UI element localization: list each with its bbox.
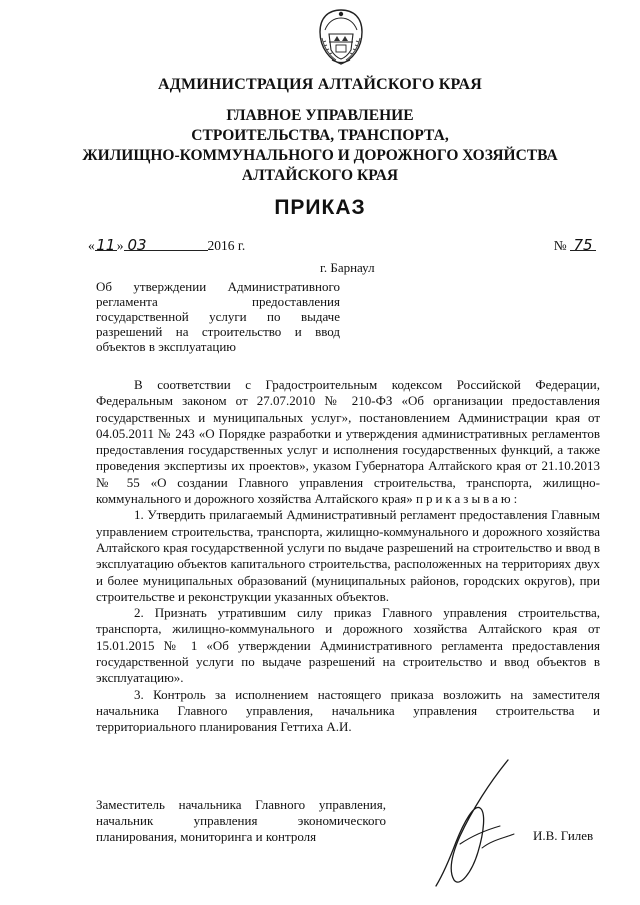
order-title: ПРИКАЗ — [274, 196, 366, 219]
date-day-field — [95, 236, 117, 254]
order-item: 1. Утвердить прилагаемый Административный регламент предоставления Главным управлением строительства, транспорта, жилищно-коммунального и дорожного хозяйства Алтайского края государственной услуги по выдаче разрешений на строительство и ввод в эксплуатацию объектов капитального строительства, расположенных на территориях двух и более муниципальных образований (муниципальных районов, городских округов), при строительстве и реконструкции указанных объектов. — [96, 507, 600, 604]
handwritten-signature — [420, 752, 530, 892]
coat-of-arms-icon — [316, 8, 366, 66]
date-day-handwritten: 11 — [96, 236, 116, 254]
order-item: 3. Контроль за исполнением настоящего приказа возложить на заместителя начальника Главного управления, начальника управления строительства и территориального планирования Геттиха А.И. — [96, 686, 600, 735]
preamble-text: В соответствии с Градостроительным кодексом Российской Федерации, Федеральным законом от 27.07.2010 № 210-ФЗ «Об организации предоставления государственных и муниципальных услуг», постановлением Администрации края от 04.05.2011 № 243 «О Порядке разработки и утверждения административных регламентов предоставления государственных услуг и исполнения государственных функций, а также проведения экспертизы их проектов», указом Губернатора Алтайского края от 21.10.2013 № 55 «О создании Главного управления строительства, транспорта, жилищно-коммунального и дорожного хозяйства Алтайского края» — [96, 377, 600, 507]
date-quote-close: » — [116, 238, 124, 253]
department-title — [0, 106, 640, 186]
order-city: г. Барнаул — [320, 260, 375, 275]
department-line: СТРОИТЕЛЬСТВА, ТРАНСПОРТА, — [191, 127, 449, 144]
department-line: ГЛАВНОЕ УПРАВЛЕНИЕ — [226, 107, 414, 124]
order-date-line — [88, 236, 608, 258]
department-line: АЛТАЙСКОГО КРАЯ — [241, 167, 399, 184]
order-item: 2. Признать утратившим силу приказ Главного управления строительства, транспорта, жилищно-коммунального и дорожного хозяйства Алтайского края от 15.01.2015 № 1 «Об утверждении Административного регламента предоставления государственной услуги по выдаче разрешений на строительство и ввод объектов в эксплуатацию». — [96, 605, 600, 686]
date-quote-open: « — [88, 238, 95, 253]
order-subject: Об утверждении Административного регламента предоставления государственной услуги по выдаче разрешений на строительство и ввод объектов в эксплуатацию — [96, 279, 340, 354]
date-month-handwritten: 03 — [127, 236, 147, 254]
decree-word: приказываю: — [416, 491, 521, 507]
order-body — [96, 377, 600, 736]
order-number — [554, 236, 596, 254]
number-sign: № — [553, 238, 567, 253]
date-month-field — [124, 236, 208, 254]
signer-position: Заместитель начальника Главного управления, начальник управления экономического планирования, мониторинга и контроля — [96, 797, 386, 844]
order-number-field — [570, 236, 596, 254]
order-number-handwritten: 75 — [573, 236, 593, 254]
department-line: ЖИЛИЩНО-КОММУНАЛЬНОГО И ДОРОЖНОГО ХОЗЯЙСТВА — [82, 147, 558, 164]
order-preamble — [96, 377, 600, 507]
administration-title: АДМИНИСТРАЦИЯ АЛТАЙСКОГО КРАЯ — [158, 76, 482, 93]
order-date — [88, 236, 245, 254]
date-year: 2016 г. — [207, 238, 246, 253]
signer-name: И.В. Гилев — [533, 828, 594, 843]
